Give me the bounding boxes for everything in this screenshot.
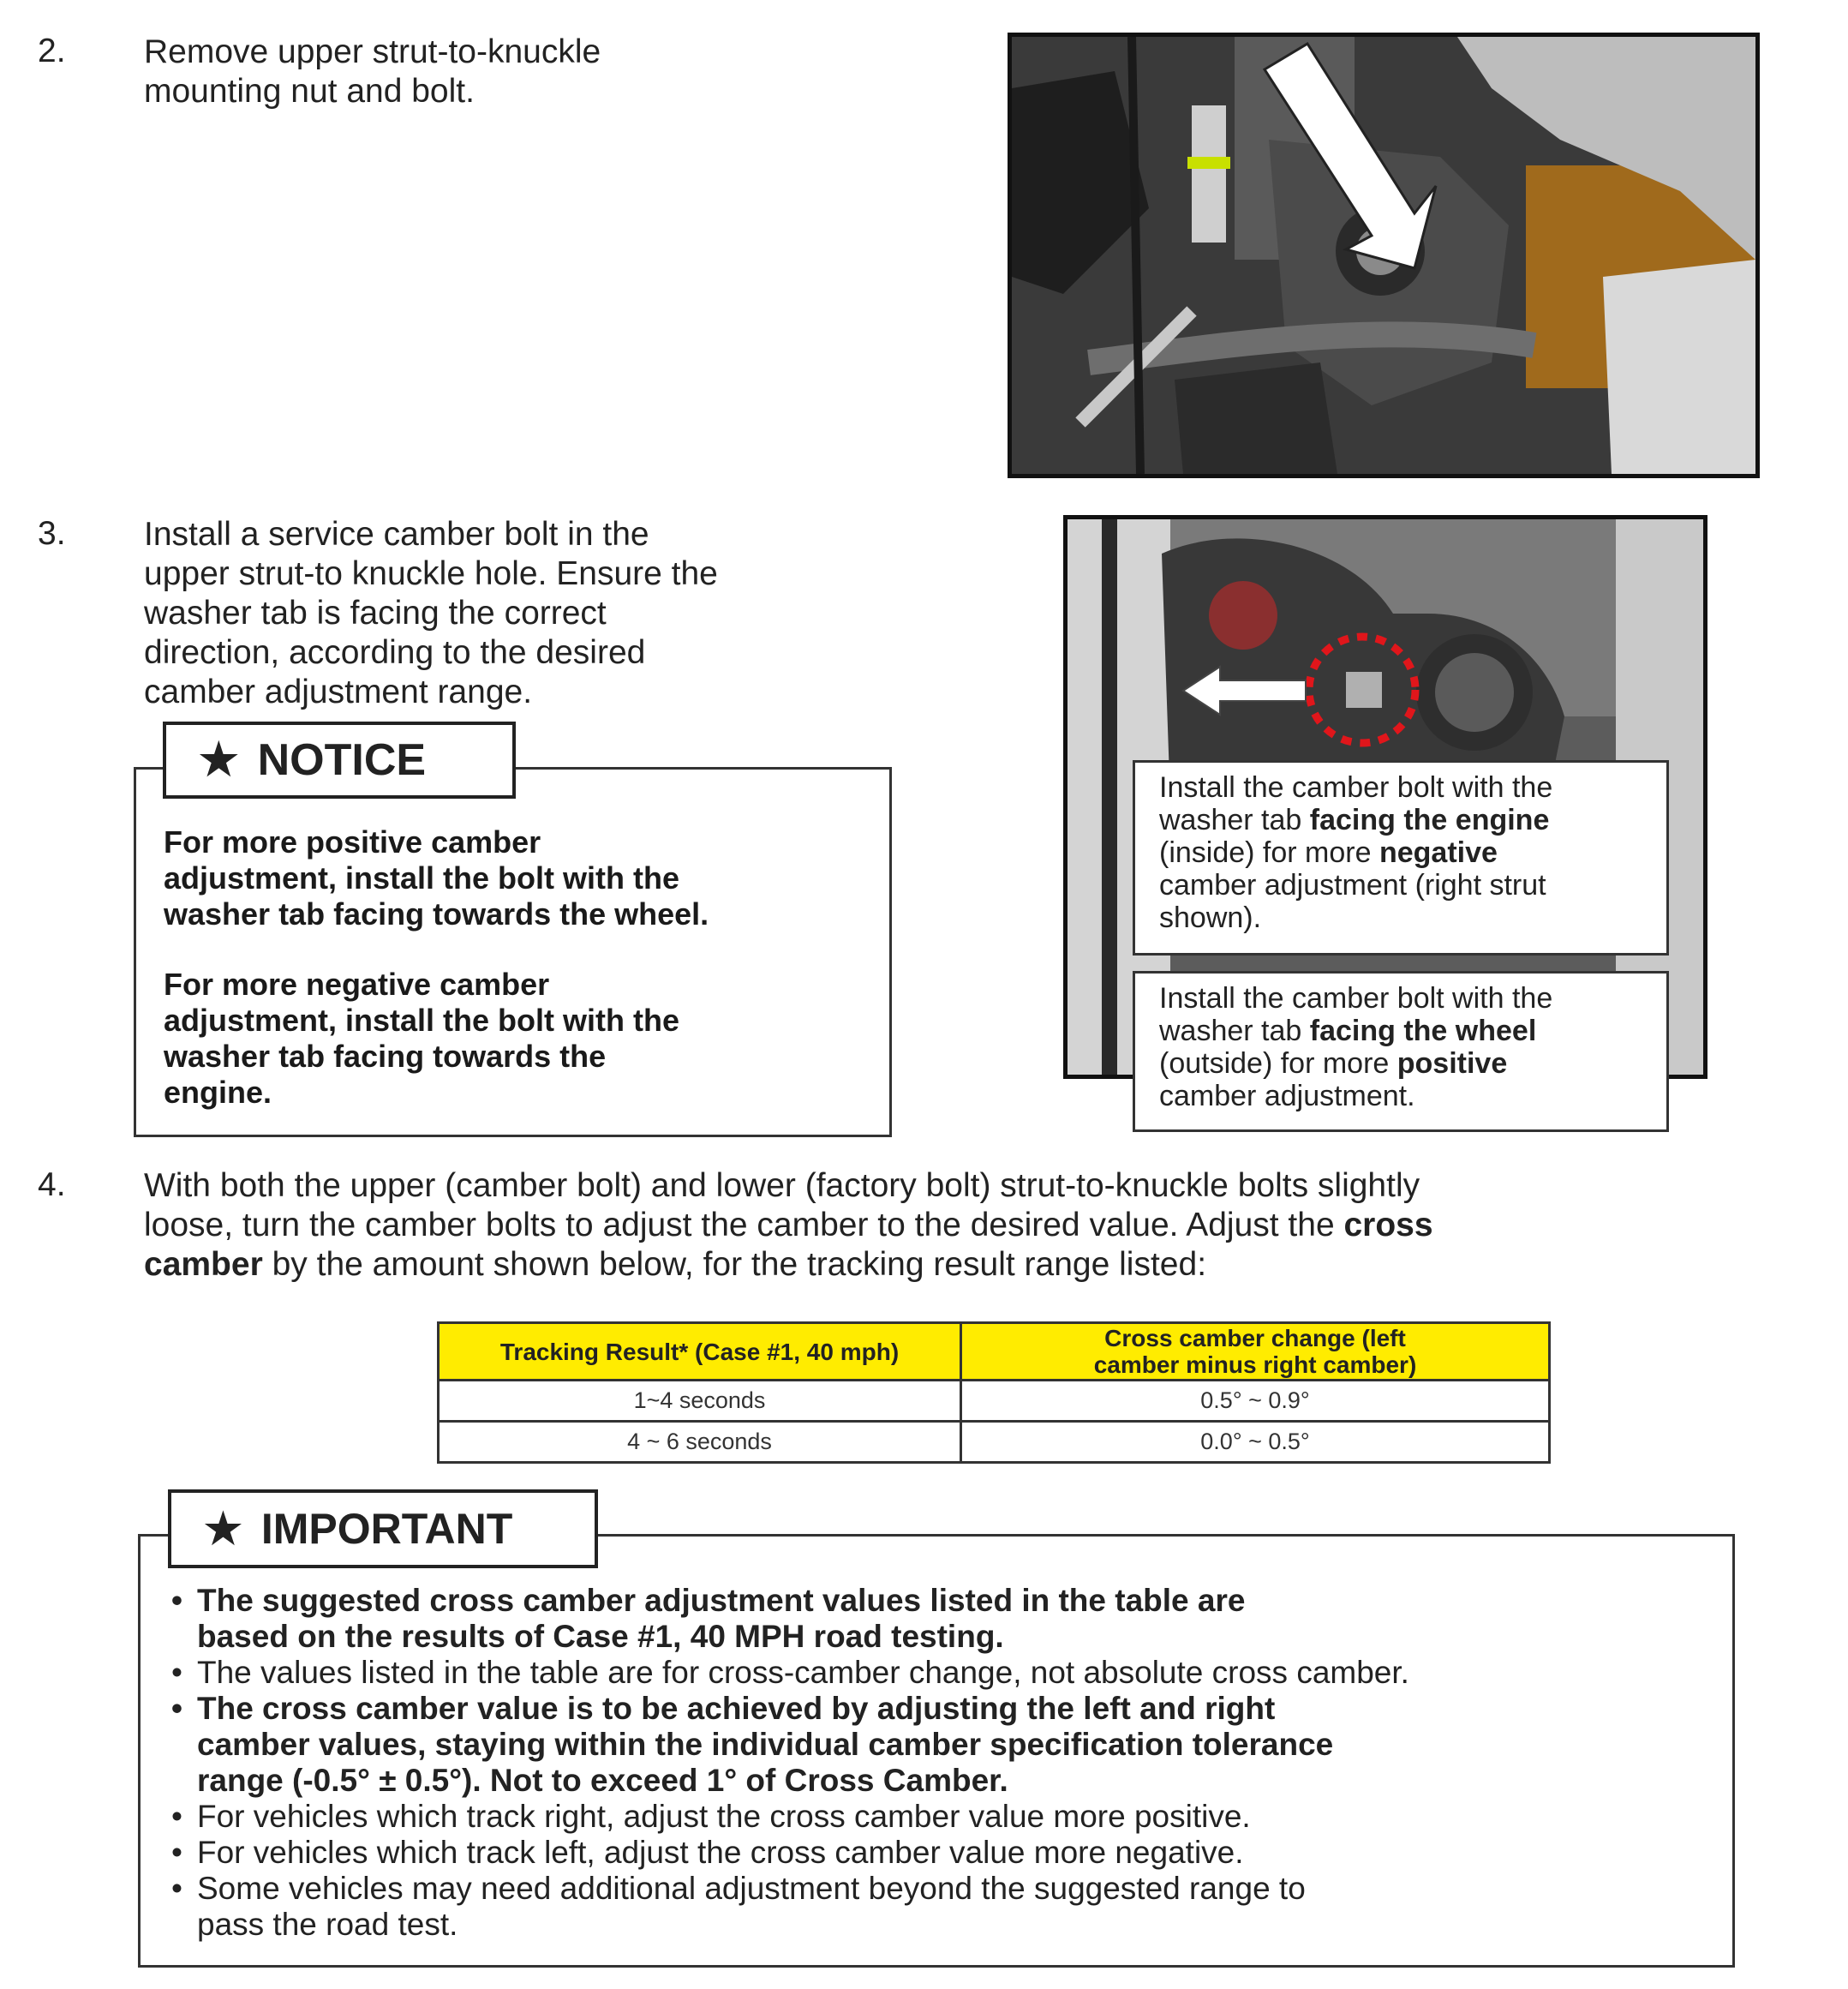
table-cell: 0.0° ~ 0.5° [961,1422,1550,1463]
step4-bold-run: cross [1343,1207,1433,1243]
callout-line [1159,1015,1642,1047]
notice-line: For more negative camber [164,967,550,1002]
important-item [171,1691,1409,1799]
callout-line: Install the camber bolt with the [1159,982,1553,1015]
callout-line: shown). [1159,902,1262,934]
callout-text: washer tab [1159,804,1310,836]
important-list [171,1583,1409,1943]
table-header-cell: Tracking Result* (Case #1, 40 mph) [439,1323,961,1381]
callout-bold: negative [1379,836,1498,869]
step4-text-run: loose, turn the camber bolts to adjust the camber to the desired value. Adjust the [144,1207,1344,1243]
table-header-line: camber minus right camber) [1093,1351,1417,1378]
important-item: • For vehicles which track left, adjust the cross camber value more negative. [171,1835,1409,1871]
tracking-table [437,1321,1551,1464]
callout-bold: facing the wheel [1309,1015,1537,1047]
notice-tab [163,722,516,799]
step4-bold-run: camber [144,1246,263,1283]
important-item [171,1583,1409,1655]
important-item: • For vehicles which track right, adjust the cross camber value more positive. [171,1799,1409,1835]
callout-wheel [1133,971,1669,1132]
table-cell: 4 ~ 6 seconds [439,1422,961,1463]
important-line: • The suggested cross camber adjustment values listed in the table are [197,1583,1246,1618]
notice-box [134,767,892,1137]
callout-text: (inside) for more [1159,836,1379,869]
callout-bold: positive [1396,1047,1508,1080]
table-cell: 0.5° ~ 0.9° [961,1381,1550,1422]
callout-bold: facing the engine [1309,804,1550,836]
notice-line: washer tab facing towards the wheel. [164,896,709,932]
step3-line: camber adjustment range. [144,674,533,710]
step2-line: mounting nut and bolt. [144,73,475,110]
important-line: camber values, staying within the individual camber specification tolerance [197,1727,1334,1762]
callout-line: camber adjustment (right strut [1159,869,1546,902]
table-header-cell [961,1323,1550,1381]
notice-para-positive [164,824,709,932]
step2-number: 2. [38,33,66,69]
strut-photo-1-illustration [1012,37,1755,474]
important-item [171,1871,1409,1943]
step4-number: 4. [38,1166,66,1203]
callout-line: camber adjustment. [1159,1080,1415,1112]
important-line: range (-0.5° ± 0.5°). Not to exceed 1° of Cross Camber. [197,1763,1008,1798]
important-line: • The cross camber value is to be achieved by adjusting the left and right [197,1691,1276,1726]
notice-line: adjustment, install the bolt with the [164,1003,680,1038]
notice-title: NOTICE [257,735,427,785]
step3-line: Install a service camber bolt in the [144,516,649,553]
notice-line: For more positive camber [164,824,541,860]
important-line: based on the results of Case #1, 40 MPH road testing. [197,1619,1004,1654]
callout-line [1159,804,1642,836]
step4-text [144,1166,1433,1285]
table-header-line: Cross camber change (left [1104,1325,1406,1351]
step2-text [144,33,601,111]
callout-line [1159,836,1642,869]
notice-para-negative [164,967,679,1111]
step4-line [144,1206,1433,1245]
callout-text: washer tab [1159,1015,1310,1047]
table-row [439,1381,1550,1422]
table-header-row [439,1323,1550,1381]
star-icon: ★ [204,1505,242,1553]
step2-line: Remove upper strut-to-knuckle [144,33,601,70]
step3-text [144,515,718,712]
strut-photo-1 [1008,33,1760,478]
star-icon: ★ [199,735,239,785]
table-row [439,1422,1550,1463]
important-line: • Some vehicles may need additional adjustment beyond the suggested range to [197,1871,1306,1906]
callout-line [1159,1047,1642,1080]
callout-engine [1133,760,1669,956]
step3-line: washer tab is facing the correct [144,595,607,632]
important-line: pass the road test. [197,1907,458,1942]
notice-line: engine. [164,1075,272,1110]
callout-line: Install the camber bolt with the [1159,771,1553,804]
table-cell: 1~4 seconds [439,1381,961,1422]
step3-number: 3. [38,515,66,552]
callout-text: (outside) for more [1159,1047,1397,1080]
important-box [138,1534,1735,1968]
notice-line: adjustment, install the bolt with the [164,860,680,896]
important-title: IMPORTANT [260,1505,513,1553]
step3-line: upper strut-to knuckle hole. Ensure the [144,555,718,592]
step3-line: direction, according to the desired [144,634,646,671]
important-item: • The values listed in the table are for cross-camber change, not absolute cross camber. [171,1655,1409,1691]
notice-line: washer tab facing towards the [164,1039,607,1074]
important-tab [168,1489,598,1568]
step4-line: With both the upper (camber bolt) and lower (factory bolt) strut-to-knuckle bolts slightly [144,1167,1420,1204]
step4-line [144,1245,1433,1285]
step4-text-run: by the amount shown below, for the tracking result range listed: [262,1246,1207,1283]
